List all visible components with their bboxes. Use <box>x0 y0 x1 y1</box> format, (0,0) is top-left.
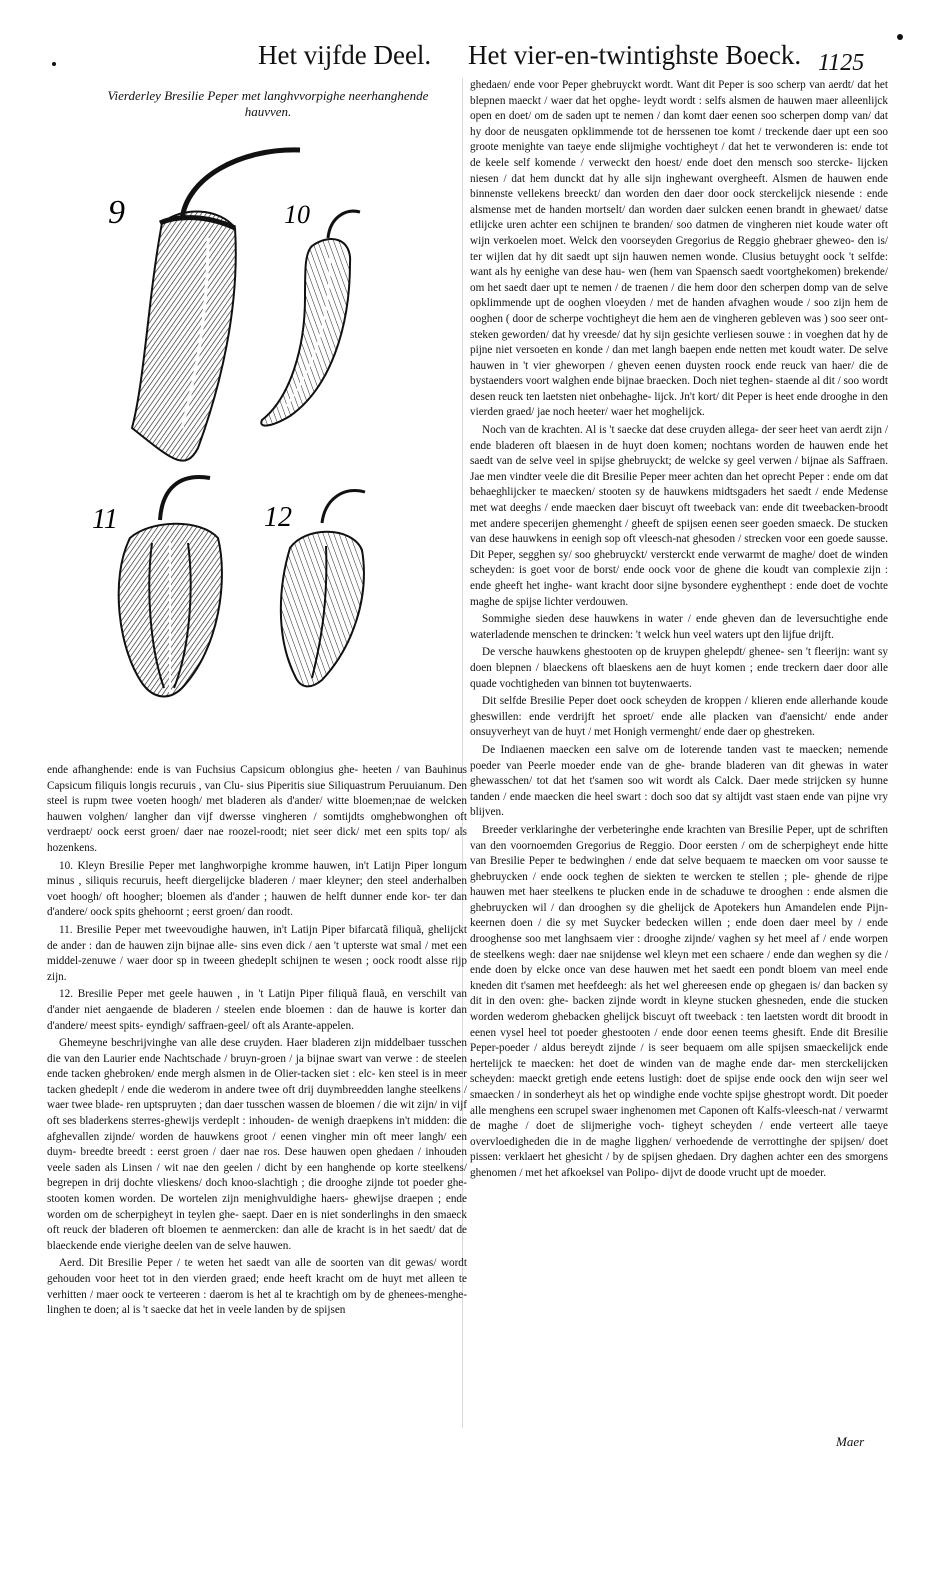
page-mark-dot <box>897 34 903 40</box>
running-head-left: Het vijfde Deel. <box>258 40 432 70</box>
paragraph: ghedaen/ ende voor Peper ghebruyckt wordt. Want dit Peper is soo scherp van aerdt/ dat het blepnen maeckt / waer dat het opghe- leydt wordt : selfs alsmen de hauwen maer alleenlijck open en doet/ om de saden upt te nemen / dan komt daer eenen soo scherpen domp van/ dat hy door de neusgaten opklimmende tot de herssenen toe komt / treckende daer upt een soo groote menighte van taeye ende slijmighe vochtigheyt / dat het te verwonderen is: ende tot de keele self komende / verweckt den hoest/ ende doet den mensch soo stercke- lijcken niesen / dat hem dunckt dat hy alle sijn inghewant overgheeft. Alsmen de hauwen ende binnenste vellekens breeckt/ dan worden den daer door oock sterckelijck niesende : ende alsmense met de handen mortselt/ dan worden daer sulcken eenen brandt in ghewaet/ datse etlijcke uren achter een schijnen te branden/ soo datmen de vingheren niet koude water oft wijn verkoelen moet. Welck den voorseyden Gregorius de Reggio ghebraer gheweo- den is/ ter wijlen dat hy dit saedt upt sijn hauwen nemen wonde. Clusius betuyght oock 't selfde: want als hy eenighe van dese hau- wen (hem van Spaensch saedt voortghekomen) brekende/ om het saedt daer upt te nemen / de traenen / die hem door den scherpen domp van de selve opklimmende upt de ooghen vloeyden / met de handen afvaghen woude / soo zijn hem de ooghen ( door de scherpe vochtigheyt die hem aen de vingheren gebleven was ) soo seer ont- steken geworden/ dat hy vreesde/ dat hy sijn gesichte verliesen souwe : in voeghen dat hy de pijne niet versoeten en konde / dan met langh baepen ende netten met koudt water. De selve hauwen in 't vier gheworpen / gheven eenen duysten roock ende reuck van haer/ die de bystaenders voort walghen ende bijnae braecken. Doch niet teghen- staende al dit / soo wordt desen reuck ten laetsten niet onbehaghe- lijck. Jn't kort/ dit Peper is heet ende drooghe in den vierden graed/ jae noch heeter/ waer het moghelijck. <box>470 79 888 419</box>
pepper-11-drawing <box>119 477 222 696</box>
figure-label-12: 12 <box>264 502 292 533</box>
paragraph: 12. Bresilie Peper met geele hauwen , in 't Latijn Piper filiquã flauã, en verschilt van d'ander niet aengaende de bladeren / steelen ende bloemen : dan de hauwe is korter dan d'andere/ meest spits- eyndigh/ saffraen-geel/ oft als Arante-appelen. <box>47 988 467 1032</box>
paragraph: Breeder verklaringhe der verbeteringhe ende krachten van Bresilie Peper, upt de schriften van den voornoemden Gregorius de Reggio. Door eersten / om de scherpigheyt ende hitte van Bresilie Peper te bedwinghen / ende dat selve bequaem te maecken om voor sausse te ghebruycken / ende oock teghen de siekten te wercken te stellen ; ple- ghende de rijpe hauwen met haer steelkens te plucken ende in de schaduwe te drooghen : ende alsmen die ghebruycken wil / dan drooghen sy die ghelijck de Apotekers hun Amandelen ende Pijn- keernen doen / die sy met Suycker bedecken willen ; ende doen daer meel by / ende drooghense soo met langhsaem vier : drooghe zijnde/ vaghen sy het meel af / ende worpen de steelkens wegh: daer nae snijdense wel kleyn met een schaere / ende dan weghen sy die / ende doen by elcke once van dese hauwen met het saedt een pondt bloem van meel ende kneden dit t'samen met heefdeegh: als het wel ghereesen ende op ghegaen is/ dan backen sy dit in den oven: ghe- backen zijnde wordt in kleyne stucken ghesneden, ende die stucken worden wederom ghebacken ghelijck biscuyt oft tweeback : ten laetsten wordt dit broodt in eenen vysel heel tot poeder ghestooten / ende door eenen teems ghesift. Ende dit Bresilie Peper-poeder / aldus bereydt zijnde / is seer bequaem om alle spijsen smaeckelijck ende hertelijck te maecken: het doet de winden van de maghe ende dar- men sterckelijcken scheyden: maeckt gretigh ende eetens lustigh: doet de spijse ende oock den wijn seer wel smaecken / in sonderheyt als het op windighe ende vochte spijse ghestropt wordt. Dit poeder alle menghens een scrupel swaer inghenomen met Caponen oft Kalfs-vleesch-nat / verwarmt de maghe / doet de slijmerighe voch- tigheyt scheyden / ende verteert alle taeye overvloedigheden die in de maghe ligghen/ verhoedende de verrottinghe der spijsen/ doet pissen: verklaert het ghesicht / by de spijsen ghedaen. Dry daghen achter een des smorgens ghenomen / met het afkoeksel van Polipo- dijvt de doode vrucht upt de moeder. <box>470 823 888 1179</box>
left-column-text <box>47 763 467 1321</box>
paragraph: De Indiaenen maecken een salve om de loterende tanden vast te maecken; nemende poeder van Peerle moeder ende van de ghe- brande bladeren van dit ghewas in water ghewasschen/ tot dat het t'samen soo wit wordt als Calck. Daer mede strijcken sy hunne tanden / ende maecken die heel swart : doch soo dat sy altijdt vast staen ende van pijne vry blijven. <box>470 743 888 819</box>
page-mark-dot <box>52 62 56 66</box>
figure-label-11: 11 <box>92 504 118 535</box>
paragraph: ende afhanghende: ende is van Fuchsius Capsicum oblongius ghe- heeten / van Bauhinus Capsicum filiquis longis recuruis , van Clu- sius Piperitis siue Siliquastrum Peruuianum. Den steel is rupm twee voeten hoogh/ met bladeren als d'ander/ witte bloemen;nae de welcken hauwen volghen/ langher dan vijf dwersse vingheren / somtijdts omghebwonghen oft verdraept/ oock eerst groen/ daer nae roozel-roodt; niet seer dick/ met een spits top/ als hozenkens. <box>47 764 467 854</box>
catchword: Maer <box>836 1434 865 1449</box>
figure-caption: Vierderley Bresilie Peper met langhvvorpighe neerhanghende hauvven. <box>107 88 429 119</box>
figure-label-9: 9 <box>108 194 125 231</box>
paragraph: 11. Bresilie Peper met tweevoudighe hauwen, in't Latijn Piper bifarcatã filiquã, ghelijckt de ander : dan de hauwen zijn bijnae alle- sins even dick / aen 't upterste wat smal / met een middel-zenuwe / waer door sp in tweeen ghedeplt schijnen te wesen ; oock roodt alsse rijp zijn. <box>47 923 467 983</box>
paragraph: 10. Kleyn Bresilie Peper met langhworpighe kromme hauwen, in't Latijn Piper longum minus , siliquis recuruis, heeft diergelijcke bladeren / maer kleyner; den steel anderhalben voet hoogh/ oft hoogher; bloemen als d'ander ; hauwen de helft dunner ende kor- ter dan d'andere/ oock spits ghehoornt ; eerst groen/ dan roodt. <box>47 859 467 919</box>
figure-label-10: 10 <box>284 200 310 229</box>
pepper-12-drawing <box>281 490 365 686</box>
paragraph: Sommighe sieden dese hauwkens in water / ende gheven dan de leversuchtighe ende waterladende menschen te drincken: 't welck hun veel waters upt den lijfue drijft. <box>470 613 888 641</box>
pepper-10-drawing <box>261 211 360 425</box>
right-column-text <box>470 78 888 1184</box>
running-head-right: Het vier-en-twintighste Boeck. <box>468 40 802 70</box>
pepper-woodcut-illustration <box>90 128 450 708</box>
paragraph: Ghemeyne beschrijvinghe van alle dese cruyden. Haer bladeren zijn middelbaer tusschen die van den Laurier ende Nachtschade / bruyn-groen / ja bijnae swart van verwe : de steelen ende tacken ghebroken/ ende mergh alsmen in de Olier-tacken siet : elc- ken steel is in meer tacken ghedeplt / ende die wederom in andere twee oft drij duymbreedden langhe steelkens / waer twee blade- ren uptspruyten ; dan daer tusschen wassen de bloemen / die wit zijn/ in vijf oft ses bladerkens sterres-ghewijs verdeplt : inhouden- de wenigh draepkens in't midden: die afghevallen zijnde/ worden de hauwkens groot / eenen vingher min oft meer langh/ een duym- breedte breedt : eerst groen / daer nae ros. Dese hauwen open ghedaen / inhouden veele saden als Linsen / wit nae den geelen / dicht by een hanghende op korte steelkens/ begrepen in drij dochte vlieskens/ doch knoo-slachtigh ; die drooghe zijnde tot poeder ghe- stooten komen worden. De wortelen zijn menighvuldighe haers- ghewijse draepen ; ende worden om de scherpigheyt in teylen ghe- saept. Daer en is niet sonderlinghs in den smaeck oft reuck der bladeren oft bloemen te aenmercken: dan alle de kracht is in het saedt/ dat de blaeckende ende vierighe deelen van de selve hauwen. <box>47 1037 467 1252</box>
page-number: 1125 <box>818 50 865 76</box>
paragraph: De versche hauwkens ghestooten op de kruypen ghelepdt/ ghenee- sen 't fleerijn: want sy doen blepnen / blaeckens oft blaeskens aen de huyt komen ; ende treckern daer door alle quade vochtigheden van binnen tot buytenwaerts. <box>470 646 888 690</box>
paragraph: Aerd. Dit Bresilie Peper / te weten het saedt van alle de soorten van dit gewas/ wordt gehouden voor heet tot in den vierden graed; ende heeft kracht om de huyt met alleen te verhitten / maer oock te verteeren : daerom is het al te krachtigh om by de ghenees-menghe- linghen te doen; al is 't saecke dat het in veele landen by de spijsen <box>47 1257 467 1317</box>
paragraph: Dit selfde Bresilie Peper doet oock scheyden de kroppen / klieren ende allerhande koude gheswillen: ende verdrijft het sproet/ ende alle placken van d'aensicht/ ende ander onsuyverheyt van de huyt / met Honigh vermenght/ ende daer op ghestreken. <box>470 695 888 739</box>
paragraph: Noch van de krachten. Al is 't saecke dat dese cruyden allega- der seer heet van aerdt zijn / ende bladeren oft blaesen in de huyt doen komen; nochtans worden de hauwen ende het saedt van de selve veel in spijse ghebruyckt; de welcke sy geel verwen / bijnae als Saffraen. Jae men vindter veele die dit Bresilie Peper meer achten dan het oprecht Peper : ende om dat behaeghlijcker te maecken/ stooten sy de hauwkens midtsgaders het saedt / ende Medense met wat deeghs / ende maecken daer biscuyt oft tweeback van: ende dit tweebacken-broodt met andere specerijen ghemenght / gheeft de spijsen eenen seer goeden smaeck. De stucken van dese hauwkens in eenigh sop oft vleesch-nat ghesoden / strecken voor een goede sausse. Dit Peper, segghen sy/ soo ghebruyckt/ versterckt ende verwarmt de maghe/ doet de winden scheyden: is goet voor de borst/ ende oock voor de ghene die koudt van complexie zijn : ende gheeft het inghe- want kracht door sijne bysondere eyghenthept : ende doet de vochte maghe de spijse lichter verdouwen. <box>470 424 888 608</box>
